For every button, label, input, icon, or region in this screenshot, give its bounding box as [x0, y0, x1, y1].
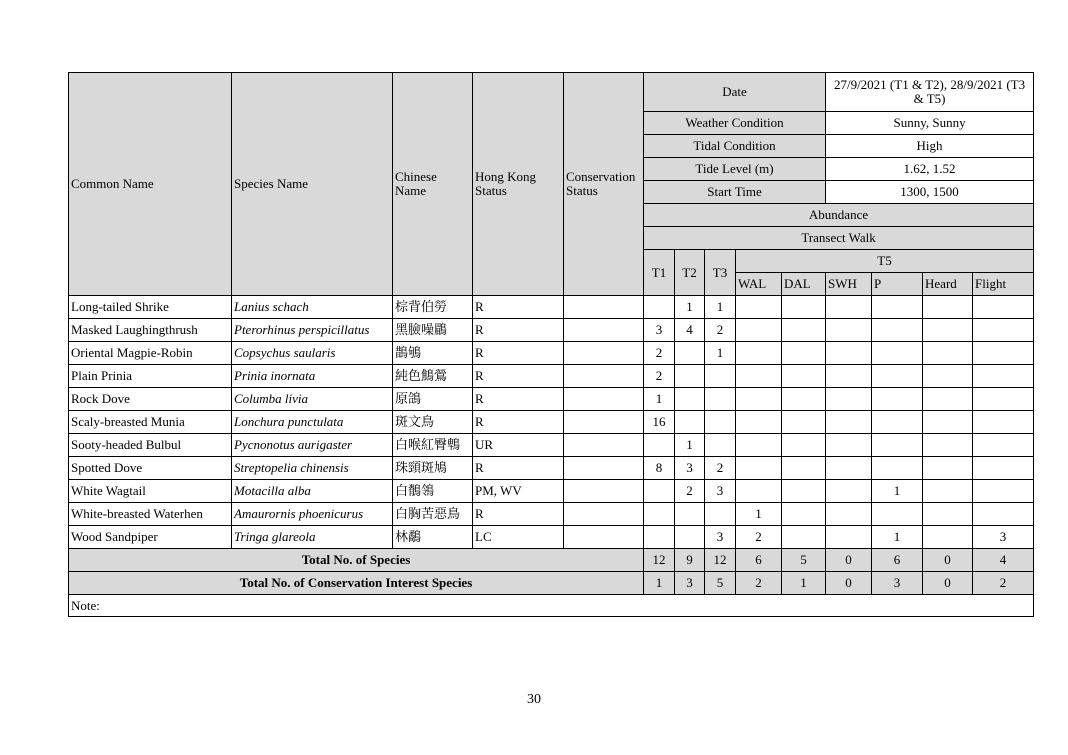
count-cell — [826, 434, 872, 457]
note-row — [69, 595, 1034, 617]
count-cell — [826, 365, 872, 388]
count-cell — [923, 319, 973, 342]
count-cell — [782, 526, 826, 549]
count-cell — [736, 434, 782, 457]
count-cell — [675, 388, 705, 411]
common-name-cell: Spotted Dove — [69, 457, 232, 480]
count-cell — [782, 411, 826, 434]
count-cell — [782, 457, 826, 480]
count-cell — [923, 342, 973, 365]
count-cell — [923, 411, 973, 434]
count-cell — [973, 411, 1034, 434]
table-row — [69, 296, 1034, 319]
header-hk-status: Hong Kong Status — [473, 73, 564, 296]
count-cell — [675, 411, 705, 434]
chinese-name-cell: 純色鷦鶯 — [393, 365, 473, 388]
header-species-name: Species Name — [232, 73, 393, 296]
table-row — [69, 503, 1034, 526]
start-time-value: 1300, 1500 — [826, 181, 1034, 204]
chinese-name-cell: 斑文鳥 — [393, 411, 473, 434]
count-cell — [973, 457, 1034, 480]
count-cell: 3 — [705, 480, 736, 503]
count-cell — [923, 526, 973, 549]
total-species-label: Total No. of Species — [69, 549, 644, 572]
count-cell — [826, 342, 872, 365]
species-name-cell: Columba livia — [232, 388, 393, 411]
chinese-name-cell: 白喉紅臀鵯 — [393, 434, 473, 457]
total-count-cell: 0 — [826, 572, 872, 595]
tidal-label: Tidal Condition — [644, 135, 826, 158]
count-cell: 2 — [736, 526, 782, 549]
count-cell — [736, 388, 782, 411]
table-row — [69, 526, 1034, 549]
species-name-cell: Lanius schach — [232, 296, 393, 319]
species-name-cell: Pterorhinus perspicillatus — [232, 319, 393, 342]
conservation-status-cell — [564, 526, 644, 549]
count-cell: 3 — [705, 526, 736, 549]
total-count-cell: 0 — [923, 549, 973, 572]
conservation-status-cell — [564, 296, 644, 319]
header-t3: T3 — [705, 250, 736, 296]
count-cell — [782, 434, 826, 457]
count-cell — [644, 503, 675, 526]
count-cell — [782, 342, 826, 365]
species-name-cell: Motacilla alba — [232, 480, 393, 503]
hk-status-cell: R — [473, 457, 564, 480]
count-cell — [973, 319, 1034, 342]
count-cell: 16 — [644, 411, 675, 434]
count-cell: 3 — [675, 457, 705, 480]
table-row — [69, 319, 1034, 342]
total-count-cell: 5 — [705, 572, 736, 595]
date-label: Date — [644, 73, 826, 112]
total-conservation-label: Total No. of Conservation Interest Species — [69, 572, 644, 595]
total-count-cell: 12 — [705, 549, 736, 572]
count-cell: 2 — [644, 365, 675, 388]
total-count-cell: 2 — [973, 572, 1034, 595]
common-name-cell: Oriental Magpie-Robin — [69, 342, 232, 365]
species-name-cell: Amaurornis phoenicurus — [232, 503, 393, 526]
header-t5-wal: WAL — [736, 273, 782, 296]
count-cell — [826, 480, 872, 503]
header-row-date — [69, 73, 1034, 112]
count-cell: 2 — [705, 457, 736, 480]
total-count-cell: 3 — [675, 572, 705, 595]
count-cell — [705, 503, 736, 526]
note-label: Note: — [69, 595, 1034, 617]
conservation-status-cell — [564, 480, 644, 503]
count-cell — [872, 434, 923, 457]
count-cell: 1 — [872, 526, 923, 549]
count-cell — [973, 388, 1034, 411]
total-count-cell: 12 — [644, 549, 675, 572]
total-count-cell: 4 — [973, 549, 1034, 572]
total-species-row — [69, 549, 1034, 572]
total-count-cell: 1 — [782, 572, 826, 595]
count-cell — [644, 526, 675, 549]
header-t1: T1 — [644, 250, 675, 296]
total-count-cell: 5 — [782, 549, 826, 572]
count-cell: 1 — [644, 388, 675, 411]
count-cell — [872, 319, 923, 342]
conservation-status-cell — [564, 434, 644, 457]
count-cell — [782, 319, 826, 342]
count-cell — [923, 388, 973, 411]
count-cell — [705, 365, 736, 388]
table-row — [69, 365, 1034, 388]
hk-status-cell: UR — [473, 434, 564, 457]
header-t5: T5 — [736, 250, 1034, 273]
hk-status-cell: R — [473, 503, 564, 526]
tide-level-value: 1.62, 1.52 — [826, 158, 1034, 181]
chinese-name-cell: 棕背伯勞 — [393, 296, 473, 319]
species-name-cell: Pycnonotus aurigaster — [232, 434, 393, 457]
count-cell: 8 — [644, 457, 675, 480]
total-count-cell: 3 — [872, 572, 923, 595]
count-cell — [973, 503, 1034, 526]
header-common-name: Common Name — [69, 73, 232, 296]
common-name-cell: White Wagtail — [69, 480, 232, 503]
page-number: 30 — [527, 692, 541, 707]
count-cell — [736, 480, 782, 503]
species-abundance-table — [68, 72, 1034, 617]
table-row — [69, 457, 1034, 480]
tidal-value: High — [826, 135, 1034, 158]
conservation-status-cell — [564, 342, 644, 365]
count-cell — [923, 503, 973, 526]
count-cell: 4 — [675, 319, 705, 342]
weather-value: Sunny, Sunny — [826, 112, 1034, 135]
table-row — [69, 342, 1034, 365]
count-cell — [923, 296, 973, 319]
header-t5-dal: DAL — [782, 273, 826, 296]
count-cell: 1 — [705, 296, 736, 319]
count-cell: 2 — [705, 319, 736, 342]
header-t5-flight: Flight — [973, 273, 1034, 296]
header-t2: T2 — [675, 250, 705, 296]
total-count-cell: 2 — [736, 572, 782, 595]
count-cell — [872, 503, 923, 526]
species-name-cell: Lonchura punctulata — [232, 411, 393, 434]
hk-status-cell: R — [473, 319, 564, 342]
species-name-cell: Streptopelia chinensis — [232, 457, 393, 480]
count-cell — [705, 388, 736, 411]
hk-status-cell: PM, WV — [473, 480, 564, 503]
hk-status-cell: LC — [473, 526, 564, 549]
count-cell — [826, 388, 872, 411]
count-cell: 1 — [736, 503, 782, 526]
header-chinese-name: Chinese Name — [393, 73, 473, 296]
conservation-status-cell — [564, 411, 644, 434]
conservation-status-cell — [564, 319, 644, 342]
count-cell — [782, 480, 826, 503]
count-cell — [782, 296, 826, 319]
count-cell — [675, 526, 705, 549]
count-cell — [826, 503, 872, 526]
count-cell: 3 — [973, 526, 1034, 549]
total-count-cell: 0 — [923, 572, 973, 595]
header-t5-swh: SWH — [826, 273, 872, 296]
hk-status-cell: R — [473, 365, 564, 388]
conservation-status-cell — [564, 503, 644, 526]
count-cell: 1 — [675, 434, 705, 457]
chinese-name-cell: 白鶺鴒 — [393, 480, 473, 503]
common-name-cell: Scaly-breasted Munia — [69, 411, 232, 434]
count-cell — [923, 365, 973, 388]
header-conservation-status: Conservation Status — [564, 73, 644, 296]
count-cell — [782, 365, 826, 388]
table-row — [69, 434, 1034, 457]
abundance-label: Abundance — [644, 204, 1034, 227]
hk-status-cell: R — [473, 388, 564, 411]
weather-label: Weather Condition — [644, 112, 826, 135]
count-cell — [736, 411, 782, 434]
count-cell — [923, 457, 973, 480]
count-cell — [736, 342, 782, 365]
count-cell — [644, 434, 675, 457]
count-cell: 2 — [675, 480, 705, 503]
common-name-cell: White-breasted Waterhen — [69, 503, 232, 526]
count-cell — [872, 388, 923, 411]
count-cell — [923, 480, 973, 503]
table-row — [69, 388, 1034, 411]
table-row — [69, 480, 1034, 503]
count-cell — [675, 503, 705, 526]
count-cell — [826, 319, 872, 342]
date-value: 27/9/2021 (T1 & T2), 28/9/2021 (T3 & T5) — [826, 73, 1034, 112]
common-name-cell: Masked Laughingthrush — [69, 319, 232, 342]
count-cell — [872, 342, 923, 365]
count-cell: 1 — [872, 480, 923, 503]
conservation-status-cell — [564, 388, 644, 411]
count-cell — [736, 296, 782, 319]
chinese-name-cell: 林鷸 — [393, 526, 473, 549]
header-t5-heard: Heard — [923, 273, 973, 296]
count-cell — [872, 296, 923, 319]
count-cell: 3 — [644, 319, 675, 342]
total-count-cell: 6 — [736, 549, 782, 572]
table-row — [69, 411, 1034, 434]
hk-status-cell: R — [473, 342, 564, 365]
total-conservation-row — [69, 572, 1034, 595]
count-cell — [644, 296, 675, 319]
conservation-status-cell — [564, 365, 644, 388]
count-cell — [973, 296, 1034, 319]
common-name-cell: Wood Sandpiper — [69, 526, 232, 549]
total-count-cell: 9 — [675, 549, 705, 572]
count-cell — [736, 365, 782, 388]
tide-level-label: Tide Level (m) — [644, 158, 826, 181]
count-cell: 1 — [675, 296, 705, 319]
count-cell — [644, 480, 675, 503]
count-cell — [705, 434, 736, 457]
common-name-cell: Sooty-headed Bulbul — [69, 434, 232, 457]
count-cell — [675, 342, 705, 365]
chinese-name-cell: 原鴿 — [393, 388, 473, 411]
count-cell — [973, 434, 1034, 457]
chinese-name-cell: 白胸苦惡鳥 — [393, 503, 473, 526]
total-count-cell: 0 — [826, 549, 872, 572]
count-cell — [826, 526, 872, 549]
species-name-cell: Prinia inornata — [232, 365, 393, 388]
total-count-cell: 6 — [872, 549, 923, 572]
count-cell — [872, 365, 923, 388]
count-cell — [872, 457, 923, 480]
species-name-cell: Copsychus saularis — [232, 342, 393, 365]
count-cell — [736, 319, 782, 342]
hk-status-cell: R — [473, 411, 564, 434]
count-cell — [826, 457, 872, 480]
chinese-name-cell: 珠頸斑鳩 — [393, 457, 473, 480]
count-cell — [782, 388, 826, 411]
count-cell — [705, 411, 736, 434]
transect-walk-label: Transect Walk — [644, 227, 1034, 250]
count-cell: 2 — [644, 342, 675, 365]
total-count-cell: 1 — [644, 572, 675, 595]
common-name-cell: Plain Prinia — [69, 365, 232, 388]
common-name-cell: Long-tailed Shrike — [69, 296, 232, 319]
count-cell — [782, 503, 826, 526]
count-cell — [973, 480, 1034, 503]
count-cell — [872, 411, 923, 434]
header-t5-p: P — [872, 273, 923, 296]
count-cell — [675, 365, 705, 388]
count-cell — [826, 296, 872, 319]
count-cell — [826, 411, 872, 434]
chinese-name-cell: 鵲鴝 — [393, 342, 473, 365]
count-cell — [973, 342, 1034, 365]
count-cell — [973, 365, 1034, 388]
common-name-cell: Rock Dove — [69, 388, 232, 411]
species-name-cell: Tringa glareola — [232, 526, 393, 549]
conservation-status-cell — [564, 457, 644, 480]
chinese-name-cell: 黑臉噪鶥 — [393, 319, 473, 342]
count-cell: 1 — [705, 342, 736, 365]
start-time-label: Start Time — [644, 181, 826, 204]
count-cell — [923, 434, 973, 457]
count-cell — [736, 457, 782, 480]
hk-status-cell: R — [473, 296, 564, 319]
